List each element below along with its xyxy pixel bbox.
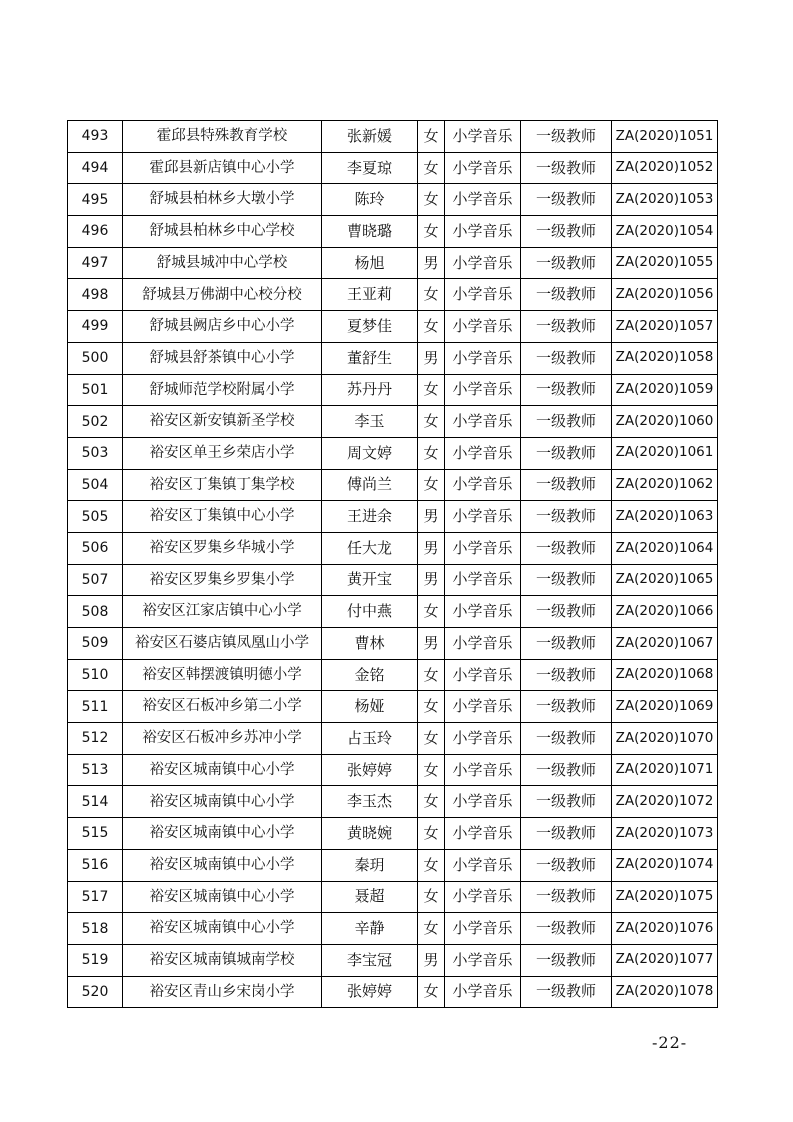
teaching-title-cell: 一级教师 <box>521 881 612 913</box>
gender-cell: 女 <box>418 849 445 881</box>
school-cell: 舒城县万佛湖中心校分校 <box>123 279 322 311</box>
school-cell: 裕安区丁集镇丁集学校 <box>123 469 322 501</box>
certificate-number-cell: ZA(2020)1060 <box>612 406 718 438</box>
certificate-number-cell: ZA(2020)1077 <box>612 944 718 976</box>
school-cell: 裕安区城南镇中心小学 <box>123 818 322 850</box>
row-number-cell: 513 <box>68 754 123 786</box>
row-number-cell: 493 <box>68 121 123 153</box>
gender-cell: 女 <box>418 121 445 153</box>
school-cell: 裕安区罗集乡罗集小学 <box>123 564 322 596</box>
teaching-title-cell: 一级教师 <box>521 374 612 406</box>
gender-cell: 女 <box>418 406 445 438</box>
table-row <box>68 374 718 406</box>
row-number-cell: 516 <box>68 849 123 881</box>
teaching-title-cell: 一级教师 <box>521 944 612 976</box>
gender-cell: 女 <box>418 659 445 691</box>
gender-cell: 女 <box>418 913 445 945</box>
school-cell: 舒城县柏林乡中心学校 <box>123 216 322 248</box>
gender-cell: 女 <box>418 596 445 628</box>
gender-cell: 女 <box>418 976 445 1008</box>
table-row <box>68 152 718 184</box>
subject-cell: 小学音乐 <box>445 532 521 564</box>
table-row <box>68 754 718 786</box>
teaching-title-cell: 一级教师 <box>521 152 612 184</box>
teaching-title-cell: 一级教师 <box>521 754 612 786</box>
certificate-number-cell: ZA(2020)1057 <box>612 311 718 343</box>
subject-cell: 小学音乐 <box>445 628 521 660</box>
certificate-number-cell: ZA(2020)1075 <box>612 881 718 913</box>
subject-cell: 小学音乐 <box>445 437 521 469</box>
certificate-number-cell: ZA(2020)1070 <box>612 723 718 755</box>
school-cell: 舒城县柏林乡大墩小学 <box>123 184 322 216</box>
teaching-title-cell: 一级教师 <box>521 501 612 533</box>
gender-cell: 女 <box>418 786 445 818</box>
teaching-title-cell: 一级教师 <box>521 342 612 374</box>
teaching-title-cell: 一级教师 <box>521 786 612 818</box>
gender-cell: 女 <box>418 881 445 913</box>
teacher-name-cell: 李宝冠 <box>322 944 418 976</box>
subject-cell: 小学音乐 <box>445 913 521 945</box>
certificate-number-cell: ZA(2020)1058 <box>612 342 718 374</box>
teaching-title-cell: 一级教师 <box>521 184 612 216</box>
row-number-cell: 510 <box>68 659 123 691</box>
subject-cell: 小学音乐 <box>445 279 521 311</box>
row-number-cell: 499 <box>68 311 123 343</box>
school-cell: 裕安区新安镇新圣学校 <box>123 406 322 438</box>
teaching-title-cell: 一级教师 <box>521 121 612 153</box>
gender-cell: 女 <box>418 279 445 311</box>
table-row <box>68 596 718 628</box>
gender-cell: 女 <box>418 184 445 216</box>
teaching-title-cell: 一级教师 <box>521 723 612 755</box>
school-cell: 舒城县城冲中心学校 <box>123 247 322 279</box>
gender-cell: 女 <box>418 469 445 501</box>
row-number-cell: 497 <box>68 247 123 279</box>
subject-cell: 小学音乐 <box>445 786 521 818</box>
table-row <box>68 311 718 343</box>
teacher-name-cell: 聂超 <box>322 881 418 913</box>
certificate-number-cell: ZA(2020)1061 <box>612 437 718 469</box>
teacher-name-cell: 周文婷 <box>322 437 418 469</box>
certificate-number-cell: ZA(2020)1056 <box>612 279 718 311</box>
teacher-name-cell: 黄开宝 <box>322 564 418 596</box>
teacher-name-cell: 辛静 <box>322 913 418 945</box>
table-row <box>68 944 718 976</box>
school-cell: 舒城县舒茶镇中心小学 <box>123 342 322 374</box>
certificate-number-cell: ZA(2020)1059 <box>612 374 718 406</box>
school-cell: 裕安区罗集乡华城小学 <box>123 532 322 564</box>
row-number-cell: 515 <box>68 818 123 850</box>
gender-cell: 女 <box>418 374 445 406</box>
row-number-cell: 506 <box>68 532 123 564</box>
teacher-name-cell: 李夏琼 <box>322 152 418 184</box>
teaching-title-cell: 一级教师 <box>521 247 612 279</box>
gender-cell: 女 <box>418 723 445 755</box>
teaching-title-cell: 一级教师 <box>521 628 612 660</box>
teaching-title-cell: 一级教师 <box>521 437 612 469</box>
subject-cell: 小学音乐 <box>445 944 521 976</box>
subject-cell: 小学音乐 <box>445 849 521 881</box>
roster-body <box>68 121 718 1008</box>
teacher-name-cell: 张新媛 <box>322 121 418 153</box>
teacher-name-cell: 苏丹丹 <box>322 374 418 406</box>
teacher-name-cell: 李玉杰 <box>322 786 418 818</box>
table-row <box>68 437 718 469</box>
teacher-name-cell: 董舒生 <box>322 342 418 374</box>
subject-cell: 小学音乐 <box>445 723 521 755</box>
school-cell: 舒城县阙店乡中心小学 <box>123 311 322 343</box>
table-row <box>68 501 718 533</box>
certificate-number-cell: ZA(2020)1054 <box>612 216 718 248</box>
subject-cell: 小学音乐 <box>445 406 521 438</box>
teaching-title-cell: 一级教师 <box>521 406 612 438</box>
teaching-title-cell: 一级教师 <box>521 849 612 881</box>
teacher-name-cell: 王亚莉 <box>322 279 418 311</box>
page-number: -22- <box>652 1033 688 1052</box>
subject-cell: 小学音乐 <box>445 374 521 406</box>
subject-cell: 小学音乐 <box>445 754 521 786</box>
gender-cell: 男 <box>418 342 445 374</box>
certificate-number-cell: ZA(2020)1076 <box>612 913 718 945</box>
certificate-number-cell: ZA(2020)1063 <box>612 501 718 533</box>
school-cell: 裕安区丁集镇中心小学 <box>123 501 322 533</box>
school-cell: 霍邱县新店镇中心小学 <box>123 152 322 184</box>
subject-cell: 小学音乐 <box>445 881 521 913</box>
table-row <box>68 564 718 596</box>
teacher-name-cell: 张婷婷 <box>322 754 418 786</box>
gender-cell: 男 <box>418 944 445 976</box>
subject-cell: 小学音乐 <box>445 184 521 216</box>
teaching-title-cell: 一级教师 <box>521 596 612 628</box>
certificate-number-cell: ZA(2020)1071 <box>612 754 718 786</box>
teacher-name-cell: 黄晓婉 <box>322 818 418 850</box>
subject-cell: 小学音乐 <box>445 216 521 248</box>
subject-cell: 小学音乐 <box>445 247 521 279</box>
row-number-cell: 512 <box>68 723 123 755</box>
teacher-name-cell: 任大龙 <box>322 532 418 564</box>
certificate-number-cell: ZA(2020)1074 <box>612 849 718 881</box>
row-number-cell: 511 <box>68 691 123 723</box>
teaching-title-cell: 一级教师 <box>521 279 612 311</box>
subject-cell: 小学音乐 <box>445 564 521 596</box>
table-row <box>68 723 718 755</box>
school-cell: 裕安区城南镇中心小学 <box>123 881 322 913</box>
subject-cell: 小学音乐 <box>445 659 521 691</box>
table-row <box>68 818 718 850</box>
table-row <box>68 121 718 153</box>
school-cell: 裕安区韩摆渡镇明德小学 <box>123 659 322 691</box>
teacher-name-cell: 王进余 <box>322 501 418 533</box>
gender-cell: 女 <box>418 437 445 469</box>
certificate-number-cell: ZA(2020)1065 <box>612 564 718 596</box>
table-row <box>68 628 718 660</box>
table-row <box>68 532 718 564</box>
teacher-name-cell: 曹晓璐 <box>322 216 418 248</box>
school-cell: 裕安区城南镇城南学校 <box>123 944 322 976</box>
table-row <box>68 849 718 881</box>
gender-cell: 女 <box>418 754 445 786</box>
row-number-cell: 501 <box>68 374 123 406</box>
teaching-title-cell: 一级教师 <box>521 691 612 723</box>
row-number-cell: 504 <box>68 469 123 501</box>
row-number-cell: 507 <box>68 564 123 596</box>
school-cell: 裕安区城南镇中心小学 <box>123 786 322 818</box>
school-cell: 裕安区青山乡宋岗小学 <box>123 976 322 1008</box>
school-cell: 裕安区石板冲乡苏冲小学 <box>123 723 322 755</box>
certificate-number-cell: ZA(2020)1078 <box>612 976 718 1008</box>
subject-cell: 小学音乐 <box>445 311 521 343</box>
table-row <box>68 247 718 279</box>
certificate-number-cell: ZA(2020)1062 <box>612 469 718 501</box>
table-row <box>68 786 718 818</box>
gender-cell: 女 <box>418 216 445 248</box>
teacher-name-cell: 占玉玲 <box>322 723 418 755</box>
teaching-title-cell: 一级教师 <box>521 818 612 850</box>
certificate-number-cell: ZA(2020)1073 <box>612 818 718 850</box>
certificate-number-cell: ZA(2020)1051 <box>612 121 718 153</box>
teacher-name-cell: 付中燕 <box>322 596 418 628</box>
subject-cell: 小学音乐 <box>445 501 521 533</box>
teacher-roster-table <box>67 120 718 1008</box>
teaching-title-cell: 一级教师 <box>521 659 612 691</box>
row-number-cell: 503 <box>68 437 123 469</box>
teaching-title-cell: 一级教师 <box>521 216 612 248</box>
school-cell: 舒城师范学校附属小学 <box>123 374 322 406</box>
teacher-name-cell: 傅尚兰 <box>322 469 418 501</box>
teaching-title-cell: 一级教师 <box>521 532 612 564</box>
gender-cell: 女 <box>418 691 445 723</box>
gender-cell: 男 <box>418 532 445 564</box>
table-row <box>68 976 718 1008</box>
gender-cell: 男 <box>418 501 445 533</box>
certificate-number-cell: ZA(2020)1072 <box>612 786 718 818</box>
school-cell: 霍邱县特殊教育学校 <box>123 121 322 153</box>
school-cell: 裕安区石板冲乡第二小学 <box>123 691 322 723</box>
row-number-cell: 500 <box>68 342 123 374</box>
teaching-title-cell: 一级教师 <box>521 311 612 343</box>
gender-cell: 男 <box>418 247 445 279</box>
gender-cell: 女 <box>418 818 445 850</box>
teaching-title-cell: 一级教师 <box>521 976 612 1008</box>
subject-cell: 小学音乐 <box>445 596 521 628</box>
subject-cell: 小学音乐 <box>445 121 521 153</box>
certificate-number-cell: ZA(2020)1066 <box>612 596 718 628</box>
row-number-cell: 519 <box>68 944 123 976</box>
row-number-cell: 509 <box>68 628 123 660</box>
row-number-cell: 495 <box>68 184 123 216</box>
teacher-name-cell: 曹林 <box>322 628 418 660</box>
school-cell: 裕安区单王乡荣店小学 <box>123 437 322 469</box>
certificate-number-cell: ZA(2020)1068 <box>612 659 718 691</box>
row-number-cell: 514 <box>68 786 123 818</box>
row-number-cell: 518 <box>68 913 123 945</box>
gender-cell: 男 <box>418 564 445 596</box>
table-row <box>68 279 718 311</box>
row-number-cell: 520 <box>68 976 123 1008</box>
teaching-title-cell: 一级教师 <box>521 469 612 501</box>
certificate-number-cell: ZA(2020)1052 <box>612 152 718 184</box>
teacher-name-cell: 秦玥 <box>322 849 418 881</box>
gender-cell: 女 <box>418 311 445 343</box>
school-cell: 裕安区城南镇中心小学 <box>123 849 322 881</box>
certificate-number-cell: ZA(2020)1064 <box>612 532 718 564</box>
subject-cell: 小学音乐 <box>445 342 521 374</box>
school-cell: 裕安区石婆店镇凤凰山小学 <box>123 628 322 660</box>
subject-cell: 小学音乐 <box>445 152 521 184</box>
row-number-cell: 508 <box>68 596 123 628</box>
gender-cell: 男 <box>418 628 445 660</box>
school-cell: 裕安区城南镇中心小学 <box>123 754 322 786</box>
row-number-cell: 502 <box>68 406 123 438</box>
gender-cell: 女 <box>418 152 445 184</box>
subject-cell: 小学音乐 <box>445 469 521 501</box>
table-row <box>68 881 718 913</box>
teaching-title-cell: 一级教师 <box>521 913 612 945</box>
certificate-number-cell: ZA(2020)1055 <box>612 247 718 279</box>
certificate-number-cell: ZA(2020)1053 <box>612 184 718 216</box>
teacher-name-cell: 陈玲 <box>322 184 418 216</box>
subject-cell: 小学音乐 <box>445 818 521 850</box>
table-row <box>68 216 718 248</box>
row-number-cell: 494 <box>68 152 123 184</box>
subject-cell: 小学音乐 <box>445 976 521 1008</box>
teacher-name-cell: 夏梦佳 <box>322 311 418 343</box>
table-row <box>68 184 718 216</box>
certificate-number-cell: ZA(2020)1069 <box>612 691 718 723</box>
table-row <box>68 469 718 501</box>
teacher-name-cell: 杨娅 <box>322 691 418 723</box>
teacher-name-cell: 张婷婷 <box>322 976 418 1008</box>
row-number-cell: 517 <box>68 881 123 913</box>
row-number-cell: 505 <box>68 501 123 533</box>
row-number-cell: 498 <box>68 279 123 311</box>
table-row <box>68 406 718 438</box>
teacher-name-cell: 杨旭 <box>322 247 418 279</box>
table-row <box>68 659 718 691</box>
school-cell: 裕安区江家店镇中心小学 <box>123 596 322 628</box>
table-row <box>68 913 718 945</box>
teaching-title-cell: 一级教师 <box>521 564 612 596</box>
school-cell: 裕安区城南镇中心小学 <box>123 913 322 945</box>
subject-cell: 小学音乐 <box>445 691 521 723</box>
certificate-number-cell: ZA(2020)1067 <box>612 628 718 660</box>
row-number-cell: 496 <box>68 216 123 248</box>
teacher-name-cell: 李玉 <box>322 406 418 438</box>
table-row <box>68 342 718 374</box>
teacher-name-cell: 金铭 <box>322 659 418 691</box>
table-row <box>68 691 718 723</box>
